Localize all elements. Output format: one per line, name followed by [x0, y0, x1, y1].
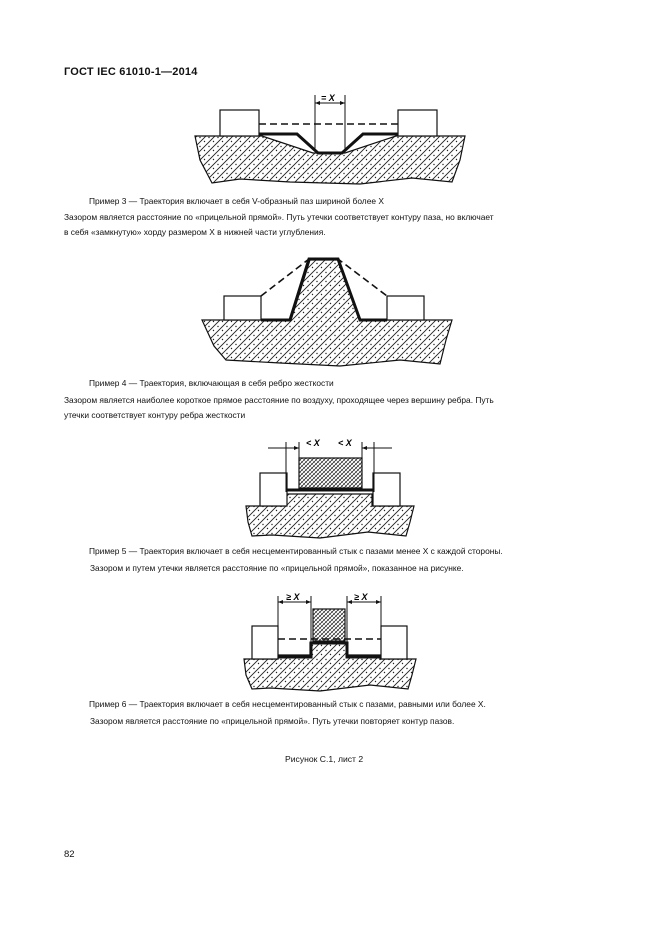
example3-caption: Пример 3 — Траектория включает в себя V-образный паз шириной более X	[89, 196, 384, 206]
example3-left-part	[220, 110, 259, 136]
example6-insert	[313, 609, 345, 641]
example4-line-1: Зазором является наиболее короткое прямое расстояние по воздуху, проходящее через вершину ребра. Путь	[64, 395, 494, 405]
example6-caption: Пример 6 — Траектория включает в себя несцементированный стык с пазами, равными или более X.	[89, 699, 486, 709]
example6-description	[90, 714, 610, 729]
example3-description	[64, 210, 604, 240]
example5-left-part	[260, 473, 287, 506]
example6-left-dimension-label: ≥ X	[286, 592, 300, 602]
example3-dimension-label: = X	[321, 93, 335, 103]
page-number: 82	[64, 849, 75, 860]
example6-diagram	[244, 592, 416, 691]
example6-right-dimension-label: ≥ X	[354, 592, 368, 602]
example5-description	[90, 561, 610, 576]
example6-left-part	[252, 626, 278, 659]
example4-left-part	[224, 296, 261, 320]
example3-diagram	[195, 93, 465, 184]
example4-diagram	[202, 259, 452, 366]
example3-line-1: Зазором является расстояние по «прицельной прямой». Путь утечки соответствует контуру паза, но включает	[64, 212, 494, 222]
example4-caption: Пример 4 — Траектория, включающая в себя ребро жесткости	[89, 378, 334, 388]
example5-line-1: Зазором и путем утечки является расстояние по «прицельной прямой», показанное на рисунке.	[90, 563, 464, 573]
example5-right-dimension-label: < X	[338, 438, 352, 448]
example5-insert	[299, 458, 362, 488]
example6-right-part	[381, 626, 407, 659]
example4-line-2: утечки соответствует контуру ребра жесткости	[64, 410, 246, 420]
example4-description	[64, 393, 604, 423]
document-header: ГОСТ IEC 61010-1—2014	[64, 66, 198, 78]
example5-right-part	[373, 473, 400, 506]
example3-right-part	[398, 110, 437, 136]
example4-right-part	[387, 296, 424, 320]
figure-caption: Рисунок С.1, лист 2	[285, 754, 364, 764]
example5-left-dimension-label: < X	[306, 438, 320, 448]
example3-base	[195, 136, 465, 184]
example5-caption: Пример 5 — Траектория включает в себя несцементированный стык с пазами менее X с каждой стороны.	[89, 546, 503, 556]
example3-line-2: в себя «замкнутую» хорду размером X в нижней части углубления.	[64, 227, 326, 237]
example5-diagram	[246, 438, 414, 538]
example6-line-1: Зазором является расстояние по «прицельной прямой». Путь утечки повторяет контур пазов.	[90, 716, 455, 726]
